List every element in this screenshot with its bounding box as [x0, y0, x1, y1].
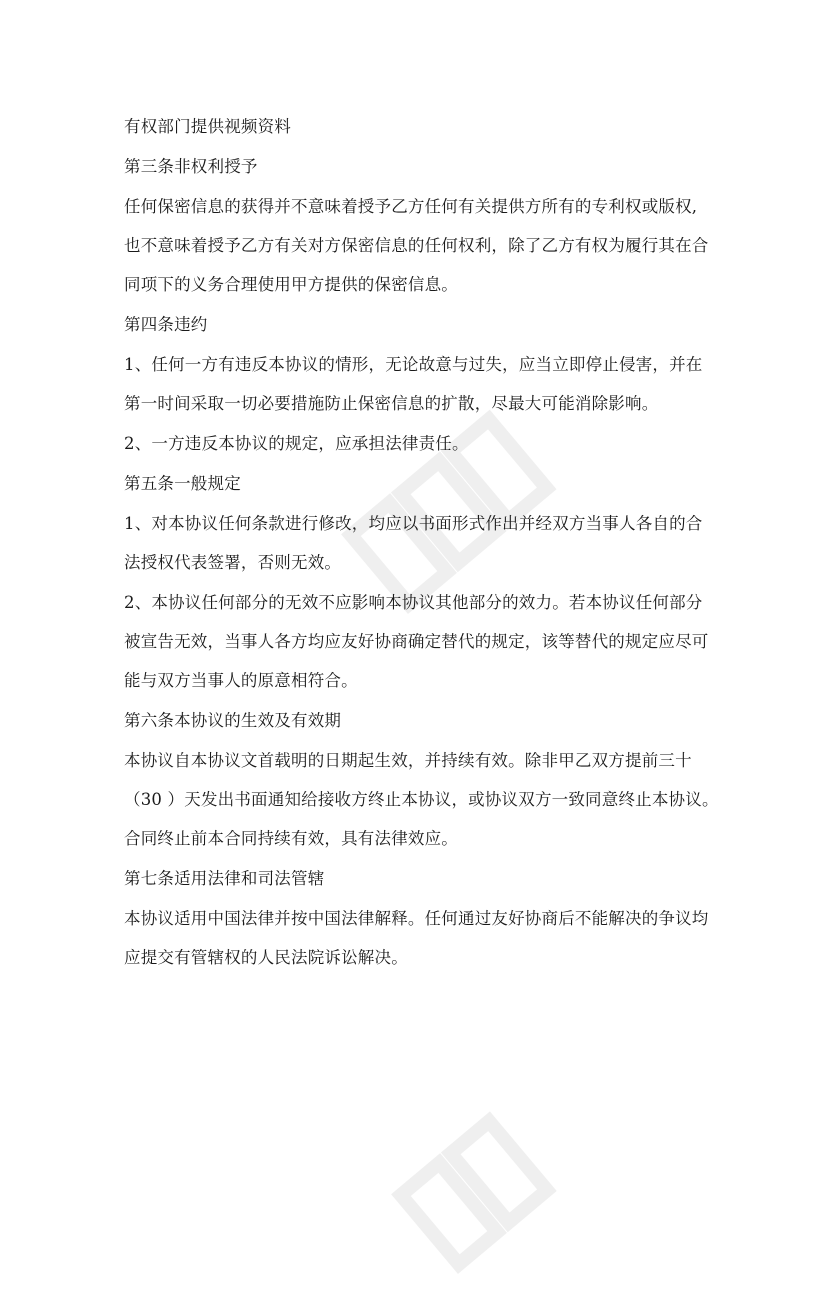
watermark-stamp-bottom — [380, 1060, 610, 1290]
text-line: （30 ）天发出书面通知给接收方终止本协议，或协议双方一致同意终止本协议。 — [124, 790, 719, 809]
text-line: 2、本协议任何部分的无效不应影响本协议其他部分的效力。若本协议任何部分 — [124, 593, 703, 612]
section-heading: 第四条违约 — [124, 315, 208, 334]
text-line: 能与双方当事人的原意相符合。 — [124, 671, 358, 690]
text-line: 1、任何一方有违反本协议的情形，无论故意与过失，应当立即停止侵害，并在 — [124, 355, 703, 374]
text-line: 合同终止前本合同持续有效，具有法律效应。 — [124, 829, 458, 848]
section-heading: 第三条非权利授予 — [124, 157, 258, 176]
text-line: 也不意味着授予乙方有关对方保密信息的任何权利，除了乙方有权为履行其在合 — [124, 236, 709, 255]
text-line: 被宣告无效，当事人各方均应友好协商确定替代的规定，该等替代的规定应尽可 — [124, 632, 709, 651]
text-line: 第一时间采取一切必要措施防止保密信息的扩散，尽最大可能消除影响。 — [124, 394, 659, 413]
text-line: 2、一方违反本协议的规定，应承担法律责任。 — [124, 434, 469, 453]
section-heading: 第五条一般规定 — [124, 474, 241, 493]
text-line: 法授权代表签署，否则无效。 — [124, 553, 342, 572]
text-line: 本协议适用中国法律并按中国法律解释。任何通过友好协商后不能解决的争议均 — [124, 909, 709, 928]
text-line: 同项下的义务合理使用甲方提供的保密信息。 — [124, 275, 458, 294]
section-heading: 第七条适用法律和司法管辖 — [124, 869, 325, 888]
text-line: 任何保密信息的获得并不意味着授予乙方任何有关提供方所有的专利权或版权, — [124, 197, 698, 216]
text-line: 1、对本协议任何条款进行修改，均应以书面形式作出并经双方当事人各自的合 — [124, 514, 703, 533]
text-line: 应提交有管辖权的人民法院诉讼解决。 — [124, 948, 408, 967]
section-heading: 第六条本协议的生效及有效期 — [124, 711, 342, 730]
text-line: 本协议自本协议文首载明的日期起生效，并持续有效。除非甲乙双方提前三十 — [124, 751, 692, 770]
document-body — [124, 112, 724, 972]
text-line: 有权部门提供视频资料 — [124, 117, 291, 136]
